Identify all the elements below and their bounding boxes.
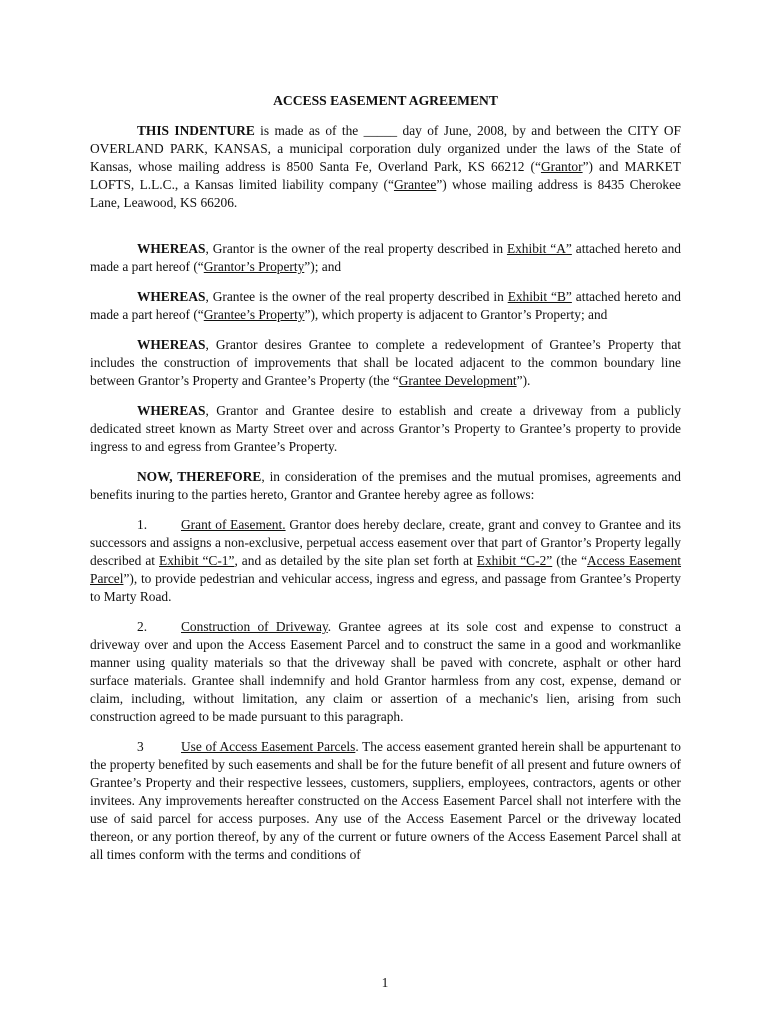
intro-paragraph <box>90 122 681 212</box>
whereas-1-text-1: , Grantor is the owner of the real property described in <box>205 241 507 256</box>
section-2-number: 2. <box>137 619 148 634</box>
whereas-1-lead: WHEREAS <box>137 241 206 256</box>
section-1-text-1: Grantor does hereby declare, create, grant and convey to Grantee and its successors and assigns a non-exclusive, perpetual access easement over that part of Grantor’s Property legally described at <box>90 517 681 568</box>
grantors-property-term: Grantor’s Property <box>203 259 305 274</box>
now-therefore-text: , in consideration of the premises and the mutual promises, agreements and benefits inuring to the parties hereto, Grantor and Grantee hereby agree as follows: <box>90 469 681 502</box>
whereas-2-lead: WHEREAS <box>137 289 206 304</box>
document-page <box>90 92 681 864</box>
grantee-development-term: Grantee Development <box>398 373 517 388</box>
exhibit-b-ref: Exhibit “B” <box>507 289 572 304</box>
intro-text-2: ”) and MARKET LOFTS, L.L.C., a Kansas limited liability company (“ <box>90 159 681 192</box>
exhibit-a-ref: Exhibit “A” <box>506 241 572 256</box>
whereas-2-text-2: attached hereto and made a part hereof (“ <box>90 289 682 322</box>
intro-text-1: is made as of the _____ day of June, 2008, by and between the CITY OF OVERLAND PARK, KANSAS, a municipal corporation duly organized under the laws of the State of Kansas, whose mailing address is 8500 Santa Fe, Overland Park, KS 66212 (“ <box>90 123 681 174</box>
page-number: 1 <box>381 975 389 990</box>
section-3-paragraph <box>90 738 681 864</box>
whereas-1-text-2: attached hereto and made a part hereof (“ <box>90 241 681 274</box>
section-1-heading: Grant of Easement. <box>181 517 286 532</box>
document-title: ACCESS EASEMENT AGREEMENT <box>273 93 498 108</box>
access-easement-parcel-term: Access Easement Parcel <box>90 553 682 586</box>
whereas-paragraph-4 <box>90 402 681 456</box>
section-2-text: . Grantee agrees at its sole cost and expense to construct a driveway over and upon the Access Easement Parcel and to construct the same in a good and workmanlike manner using quality materials so that the driveway shall be paved with concrete, asphalt or other hard surface materials. Grantee shall indemnify and hold Grantor harmless from any cost, expense, demand or claim, including, without limitation, any claim or assertion of a mechanic's lien, arising from such construction agreed to be made pursuant to this paragraph. <box>90 619 681 724</box>
section-1-text-4: ”), to provide pedestrian and vehicular access, ingress and egress, and passage from Grantee’s Property to Marty Road. <box>90 571 681 604</box>
intro-text-3: ”) whose mailing address is 8435 Cherokee Lane, Leawood, KS 66206. <box>90 177 681 210</box>
whereas-2-text-1: , Grantee is the owner of the real property described in <box>205 289 508 304</box>
whereas-2-text-3: ”), which property is adjacent to Grantor’s Property; and <box>304 307 608 322</box>
now-therefore-paragraph <box>90 468 681 504</box>
section-3-text: . The access easement granted herein shall be appurtenant to the property benefited by such easements and shall be for the future benefit of all present and future owners of Grantee’s Property and their respective lessees, customers, suppliers, employees, contractors, agents or other invitees. Any improvements hereafter constructed on the Access Easement Parcel shall not interfere with the use of said parcel for access purposes. Any use of the Access Easement Parcel or the driveway located thereon, or any portion thereof, by any of the current or future owners of the Access Easement Parcel shall at all times conform with the terms and conditions of <box>90 739 681 862</box>
whereas-paragraph-2 <box>90 288 681 324</box>
whereas-4-text-1: , Grantor and Grantee desire to establish and create a driveway from a publicly dedicated street known as Marty Street over and across Grantor’s Property to Grantee’s property to provide ingress to and egress from Grantee’s Property. <box>90 403 681 454</box>
whereas-1-text-3: ”); and <box>304 259 342 274</box>
section-3-heading: Use of Access Easement Parcels <box>181 739 356 754</box>
now-therefore-lead: NOW, THEREFORE <box>137 469 262 484</box>
section-1-text-2: , and as detailed by the site plan set forth at <box>234 553 477 568</box>
section-1-paragraph <box>90 516 681 606</box>
whereas-paragraph-3 <box>90 336 681 390</box>
exhibit-c2-ref: Exhibit “C-2” <box>476 553 553 568</box>
whereas-4-lead: WHEREAS <box>137 403 206 418</box>
whereas-3-lead: WHEREAS <box>137 337 206 352</box>
intro-lead: THIS INDENTURE <box>137 123 255 138</box>
section-2-heading: Construction of Driveway <box>181 619 328 634</box>
whereas-3-text-2: ”). <box>516 373 531 388</box>
section-3-number: 3 <box>137 739 144 754</box>
grantees-property-term: Grantee’s Property <box>203 307 305 322</box>
section-1-text-3: (the “ <box>552 553 588 568</box>
section-1-number: 1. <box>137 517 148 532</box>
grantee-defined-term: Grantee <box>393 177 437 192</box>
section-2-paragraph <box>90 618 681 726</box>
whereas-paragraph-1 <box>90 240 681 276</box>
exhibit-c1-ref: Exhibit “C-1” <box>159 553 235 568</box>
whereas-3-text-1: , Grantor desires Grantee to complete a redevelopment of Grantee’s Property that includes the construction of improvements that shall be located adjacent to the common boundary line between Grantor’s Property and Grantee’s Property (the “ <box>90 337 681 388</box>
grantor-defined-term: Grantor <box>540 159 583 174</box>
